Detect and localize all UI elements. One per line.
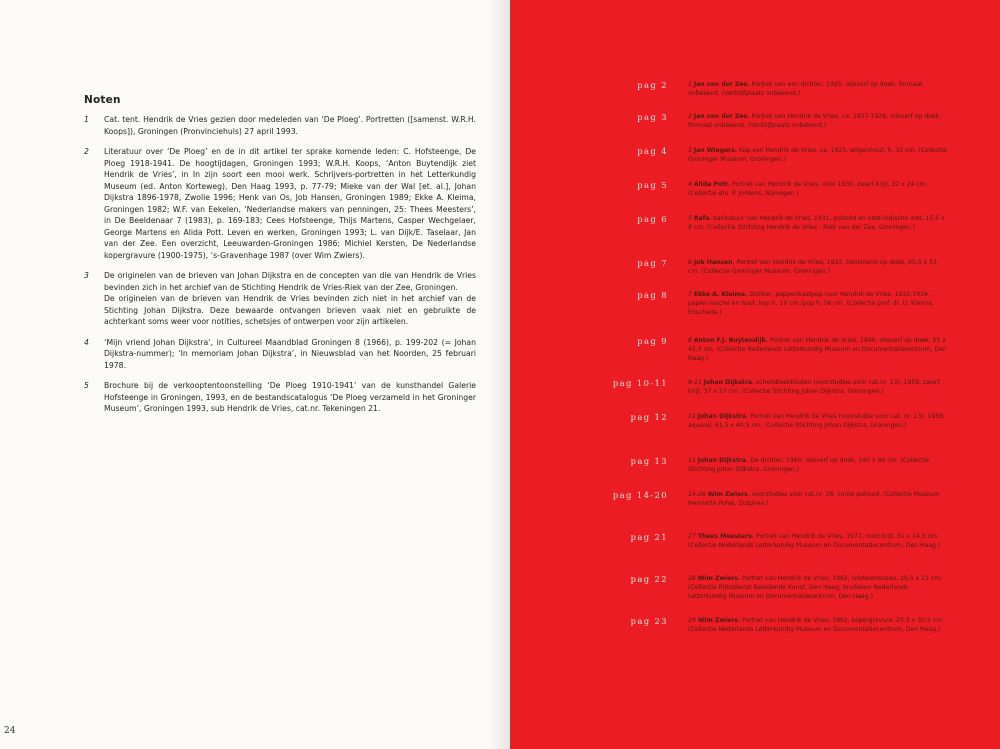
caption-number: 12 bbox=[688, 413, 696, 420]
caption-number: 7 bbox=[688, 291, 692, 298]
caption-item bbox=[600, 378, 948, 396]
caption-item bbox=[600, 146, 948, 164]
caption-text bbox=[688, 574, 948, 602]
note-item bbox=[84, 380, 476, 415]
caption-item bbox=[600, 532, 948, 550]
caption-description: Portret van Hendrik de Vries, 1962, kopergravure, 25,5 x 30,5 cm. (Collectie Nederlands Letterkundig Museum en Documentatiecentrum, Den Haag.) bbox=[688, 617, 945, 634]
caption-text bbox=[688, 214, 948, 232]
caption-artist: Rafa bbox=[693, 215, 710, 222]
page-number: 24 bbox=[4, 726, 16, 736]
caption-artist: Wim Zwiers. bbox=[697, 575, 741, 582]
caption-artist: Wim Zwiers. bbox=[697, 617, 741, 624]
caption-number: 3 bbox=[688, 147, 692, 154]
note-number: 3 bbox=[84, 271, 89, 280]
note-item bbox=[84, 337, 476, 372]
caption-artist: Job Hansen. bbox=[693, 259, 735, 266]
caption-artist: Wim Zwiers bbox=[707, 491, 748, 498]
caption-item bbox=[600, 258, 948, 276]
caption-artist: Jan van der Zee. bbox=[693, 113, 750, 120]
caption-description: Dichter, poppenkastpop naar Hendrik de Vries, 1932-1934, papier-maché en hout, kop h. 10 cm./pop h. 56 cm. (Collectie prof. dr. D. Kleima, Enschede.) bbox=[688, 291, 934, 317]
caption-page-ref: pag 2 bbox=[637, 80, 668, 90]
note-number: 1 bbox=[84, 115, 89, 124]
caption-text bbox=[688, 112, 948, 130]
caption-text bbox=[688, 146, 948, 164]
note-paragraph: Cat. tent. Hendrik de Vries gezien door medeleden van ‘De Ploeg’. Portretten ([samenst. W.R.H. Koops]), Groningen (Pronvinciehuis) 27 april 1993. bbox=[104, 115, 476, 136]
caption-item bbox=[600, 574, 948, 602]
caption-description: , schetsboekbladen (voorstudies voor cat.nr. 13), 1959, zwart krijt, 37 x 27 cm. (Collectie Stichting Johan Dijkstra, Groningen.) bbox=[688, 379, 940, 396]
caption-text bbox=[688, 378, 948, 396]
caption-artist: Johan Dijkstra. bbox=[697, 413, 749, 420]
caption-description: De dichter, 1960, olieverf op doek, 140 x 96 cm. (Collectie Stichting Johan Dijkstra, Groningen.) bbox=[688, 457, 930, 474]
note-item bbox=[84, 114, 476, 137]
caption-text bbox=[688, 290, 948, 318]
caption-text bbox=[688, 456, 948, 474]
caption-description: Portret van Hendrik de Vries, 1946, olieverf op doek, 55 x 45,5 cm. (Collectie Nederlands Letterkundig Museum en Documentatiecentrum, Den Haag.) bbox=[688, 337, 947, 363]
caption-item bbox=[600, 336, 948, 364]
caption-page-ref: pag 5 bbox=[637, 180, 668, 190]
caption-number: 8 bbox=[688, 337, 692, 344]
note-number: 5 bbox=[84, 381, 89, 390]
caption-item bbox=[600, 290, 948, 318]
note-item bbox=[84, 146, 476, 261]
caption-page-ref: pag 7 bbox=[637, 258, 668, 268]
caption-item bbox=[600, 490, 948, 508]
caption-text bbox=[688, 532, 948, 550]
caption-item bbox=[600, 112, 948, 130]
caption-text bbox=[688, 616, 948, 634]
caption-page-ref: pag 12 bbox=[630, 412, 668, 422]
caption-artist: Johan Dijkstra bbox=[703, 379, 753, 386]
note-paragraph: De originelen van de brieven van Johan Dijkstra en de concepten van die van Hendrik de Vries bevinden zich in het archief van de Stichting Hendrik de Vries-Riek van der Zee, Groningen. bbox=[104, 271, 476, 292]
note-number: 4 bbox=[84, 337, 89, 347]
note-item bbox=[84, 270, 476, 328]
caption-description: Portret van Hendrik de Vries, 1962, linoleumsnede, 26,5 x 21 cm. (Collectie Rijksdienst Beeldende Kunst, Den Haag; bruikleen Nederlands Letterkundig Museum en Documentatiecentrum, Den Haag.) bbox=[688, 575, 943, 601]
caption-page-ref: pag 13 bbox=[630, 456, 668, 466]
caption-item bbox=[600, 180, 948, 198]
caption-description: , karikatuur van Hendrik de Vries, 1931, potlood en oost-indische inkt, 15,5 x 8 cm. (Collectie Stichting Hendrik de Vries - Riek van der Zee, Groningen.) bbox=[688, 215, 945, 232]
caption-item bbox=[600, 214, 948, 232]
caption-text bbox=[688, 80, 948, 98]
caption-description: Portret van Hendrik de Vries, 1932, benzinerol op doek, 60,5 x 51 cm. (Collectie Groninger Museum, Groningen.) bbox=[688, 259, 937, 276]
caption-description: Kop van Hendrik de Vries, ca. 1925, wilgenhout, h. 32 cm. (Collectie Groninger Museum, Groningen.) bbox=[688, 147, 947, 164]
caption-page-ref: pag 8 bbox=[637, 290, 668, 300]
caption-text bbox=[688, 412, 948, 430]
note-number: 2 bbox=[84, 147, 89, 156]
caption-artist: Ekke A. Kleima. bbox=[693, 291, 748, 298]
caption-artist: Alida Pott. bbox=[693, 181, 731, 188]
caption-number: 13 bbox=[688, 457, 696, 464]
caption-page-ref: pag 10-11 bbox=[612, 378, 668, 388]
notes-heading: Noten bbox=[84, 94, 121, 106]
caption-page-ref: pag 9 bbox=[637, 336, 668, 346]
caption-item bbox=[600, 456, 948, 474]
caption-description: Portret van Hendrik de Vries, vóór 1930, zwart krijt, 32 x 24 cm. (Collectie drs. P. Jordens, Nijmegen.) bbox=[688, 181, 928, 198]
caption-page-ref: pag 21 bbox=[630, 532, 668, 542]
caption-artist: Jan van der Zee. bbox=[693, 81, 750, 88]
note-paragraph: De originelen van de brieven van Hendrik de Vries bevinden zich niet in het archief van de Stichting Johan Dijkstra. Deze bewaarde ontvangen brieven vaak niet en gebruikte de achterkant soms weer voor notities, schetsjes of ontwerpen voor zijn artikelen. bbox=[104, 294, 476, 326]
caption-page-ref: pag 4 bbox=[637, 146, 668, 156]
caption-item bbox=[600, 80, 948, 98]
caption-page-ref: pag 23 bbox=[630, 616, 668, 626]
caption-number: 29 bbox=[688, 617, 696, 624]
caption-item bbox=[600, 616, 948, 634]
spine-shadow bbox=[488, 0, 510, 749]
caption-text bbox=[688, 490, 948, 508]
note-paragraph: Literatuur over ‘De Ploeg’ en de in dit artikel ter sprake komende leden: C. Hofsteenge, De Ploeg 1918-1941. De hoogtijdagen, Groningen 1993; W.R.H. Koops, ‘Anton Buytendijk ziet Hendrik de Vries’, in In zijn soort een mooi werk. Schrijvers-portretten in het Letterkundig Museum (ed. Anton Korteweg), Den Haag 1993, p. 77-79; Mieke van der Wal [et. al.], Johan Dijkstra 1896-1978, Zwolle 1996; Henk van Os, Job Hansen, Groningen 1989; Ekke A. Kleima, Groningen 1982; W.F. van Eekelen, ‘Nederlandse makers van penningen, 25: Thees Meesters’, in De Beeldenaar 7 (1983), p. 169-183; Cees Hofsteenge, Thijs Martens, Casper Wechgelaer, George Martens en Alida Pott. Leven en werken, Groningen 1993; L. van Dijk/E. Taselaar, Jan van der Zee. Een overzicht, Leeuwarden-Groningen 1986; Michiel Kersten, De Nederlandse kopergravure (1900-1975), ‘s-Gravenhage 1987 (over Wim Zwiers). bbox=[104, 147, 476, 260]
caption-description: , voorstudies voor cat.nr. 28, conté potlood. (Collectie Museum Henriette Polak, Zutphen.) bbox=[688, 491, 940, 508]
note-paragraph: Brochure bij de verkooptentoonstelling ‘De Ploeg 1910-1941’ van de kunsthandel Galerie Hofsteenge in Groningen, 1993, en de bestandscatalogus ‘De Ploeg verzameld in het Groninger Museum’, Groningen 1993, sub Hendrik de Vries, cat.nr. Tekeningen 21. bbox=[104, 381, 476, 413]
caption-page-ref: pag 14-20 bbox=[612, 490, 668, 500]
caption-number: 6 bbox=[688, 259, 692, 266]
caption-page-ref: pag 6 bbox=[637, 214, 668, 224]
caption-number: 9-11 bbox=[688, 379, 702, 386]
caption-number: 1 bbox=[688, 81, 692, 88]
caption-text bbox=[688, 180, 948, 198]
caption-number: 28 bbox=[688, 575, 696, 582]
note-paragraph: ‘Mijn vriend Johan Dijkstra’, in Cultureel Maandblad Groningen 8 (1966), p. 199-202 (= Johan Dijkstra-nummer); ‘In memoriam Johan Dijkstra’, in Nieuwsblad van het Noorden, 25 februari 1978. bbox=[104, 337, 476, 370]
caption-artist: Johan Dijkstra. bbox=[697, 457, 749, 464]
caption-number: 14-26 bbox=[688, 491, 706, 498]
caption-artist: Thees Meesters. bbox=[697, 533, 755, 540]
caption-text bbox=[688, 258, 948, 276]
caption-text bbox=[688, 336, 948, 364]
caption-item bbox=[600, 412, 948, 430]
caption-description: Portret van Hendrik de Vries, ca. 1927-1928, olieverf op doek, formaat onbekend. (Verblijfplaats onbekend.) bbox=[688, 113, 942, 130]
caption-number: 4 bbox=[688, 181, 692, 188]
caption-page-ref: pag 3 bbox=[637, 112, 668, 122]
caption-page-ref: pag 22 bbox=[630, 574, 668, 584]
caption-artist: Jan Wiegers. bbox=[693, 147, 738, 154]
notes-list bbox=[84, 114, 476, 424]
caption-number: 5 bbox=[688, 215, 692, 222]
caption-number: 27 bbox=[688, 533, 696, 540]
caption-description: Portret van Hendrik de Vries (voorstudie voor cat. nr. 13), 1959, aquarel, 61,5 x 40,5 cm. (Collectie Stichting Johan Dijkstra, Groningen.) bbox=[688, 413, 946, 430]
caption-number: 2 bbox=[688, 113, 692, 120]
caption-description: Portret van Hendrik de Vries, 1977, rood krijt, 31 x 24,5 cm. (Collectie Nederlands Letterkundig Museum en Documentatiecentrum, Den Haag.) bbox=[688, 533, 941, 550]
caption-description: Portret van een dichter, 1925, olieverf op doek, formaat onbekend. (Verblijfplaats onbekend.) bbox=[688, 81, 923, 98]
caption-artist: Anton F.J. Buytendijk. bbox=[693, 337, 768, 344]
